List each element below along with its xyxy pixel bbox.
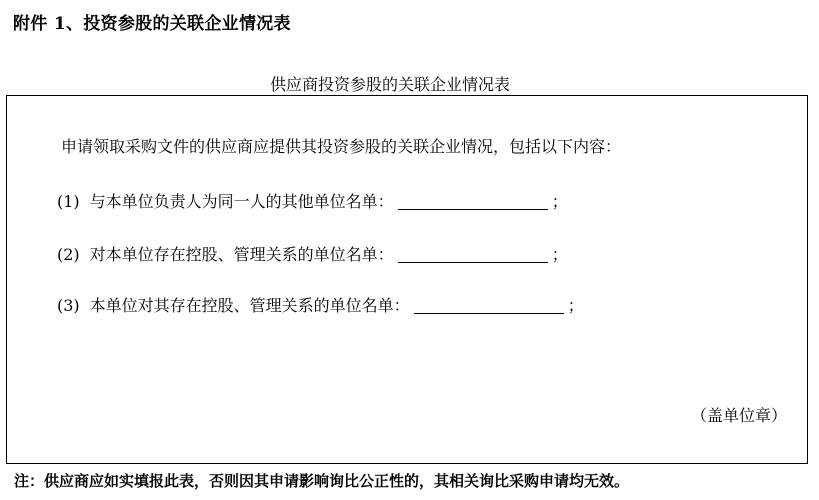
form-intro: 申请领取采购文件的供应商应提供其投资参股的关联企业情况，包括以下内容： [61,137,622,156]
item-label: 与本单位负责人为同一人的其他单位名单： [89,192,394,211]
item-fill-blank[interactable] [414,297,564,314]
attachment-heading: 附件 1、投资参股的关联企业情况表 [13,14,291,34]
item-end-punct: ； [551,245,568,264]
item-label: 对本单位存在控股、管理关系的单位名单： [89,245,394,264]
form-box [6,95,808,464]
footnote: 注：供应商应如实填报此表，否则因其申请影响询比公正性的，其相关询比采购申请均无效。 [14,472,630,490]
form-item [57,242,568,265]
item-number: (2) [57,245,80,264]
item-label: 本单位对其存在控股、管理关系的单位名单： [89,296,410,315]
item-end-punct: ； [567,296,584,315]
item-number: (1) [57,192,80,211]
company-seal-label: （盖单位章） [690,406,787,425]
item-fill-blank[interactable] [398,193,548,210]
form-item [57,189,568,212]
item-fill-blank[interactable] [398,246,548,263]
item-number: (3) [57,296,80,315]
form-item [57,293,584,316]
item-end-punct: ； [551,192,568,211]
form-title: 供应商投资参股的关联企业情况表 [269,75,510,94]
